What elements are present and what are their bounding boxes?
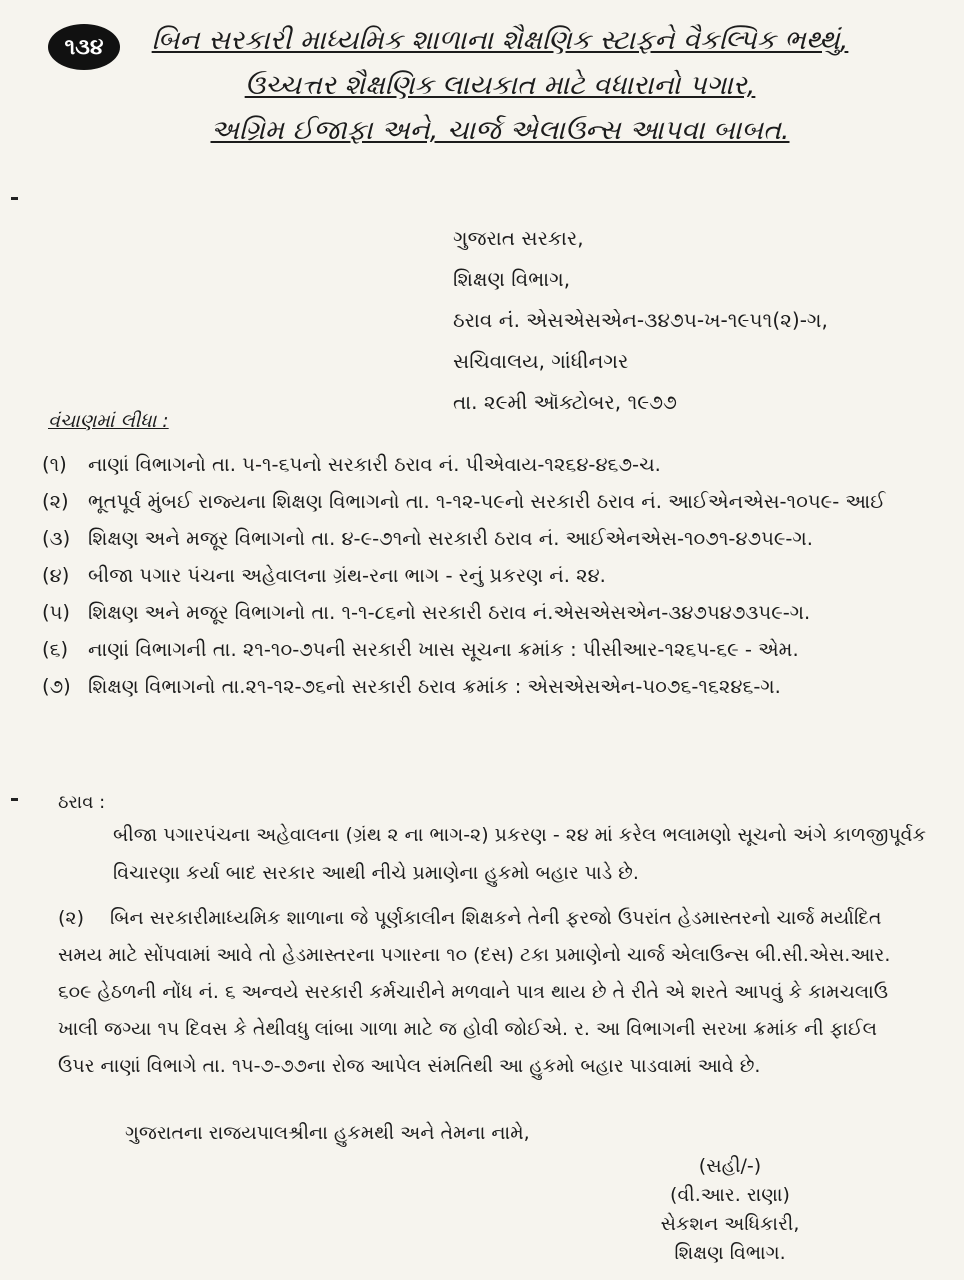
reference-number: (૬)	[42, 638, 69, 661]
reference-number: (૫)	[42, 601, 71, 624]
resolution-paragraph-1: બીજા પગારપંચના અહેવાલના (ગ્રંથ ૨ ના ભાગ-૨) પ્રકરણ - ૨૪ માં કરેલ ભલામણો સૂચનો અંગે કાળજીપૂર્વક વિચારણા કર્યા બાદ સરકાર આથી નીચે પ્રમાણેના હુકમો બહાર પાડે છે.	[113, 824, 926, 884]
reference-text: નાણાં વિભાગની તા. ૨૧-૧૦-૭૫ની સરકારી ખાસ સૂચના ક્રમાંક : પીસીઆર-૧૨૬૫-૬૯ - એમ.	[88, 638, 799, 661]
reference-item	[42, 557, 932, 594]
reference-text: શિક્ષણ અને મજૂર વિભાગનો તા. ૧-૧-૮૬નો સરકારી ઠરાવ નં.એસએસએન-૩૪૭૫૪૭૩૫૯-ગ.	[88, 601, 811, 624]
circular-number-badge: ૧૩૪	[48, 24, 120, 70]
issuer-address-block	[453, 218, 828, 423]
reference-item	[42, 668, 932, 705]
address-line-4: સચિવાલય, ગાંધીનગર	[453, 349, 629, 373]
title-line-1: બિન સરકારી માધ્યમિક શાળાના શૈક્ષણિક સ્ટાફને વૈકલ્પિક ભથ્થું,	[151, 25, 849, 56]
reference-number: (૧)	[42, 453, 67, 476]
reference-number: (૨)	[42, 490, 69, 513]
document-title	[130, 18, 870, 153]
signature-line-4: શિક્ષણ વિભાગ.	[674, 1242, 786, 1264]
reference-text: બીજા પગાર પંચના અહેવાલના ગ્રંથ-રના ભાગ - રનું પ્રકરણ નં. ૨૪.	[88, 564, 606, 587]
reference-item	[42, 483, 932, 520]
closing-line: ગુજરાતના રાજયપાલશ્રીના હુકમથી અને તેમના નામે,	[125, 1122, 530, 1144]
signature-block	[600, 1152, 860, 1268]
title-line-2: ઉચ્ચત્તર શૈક્ષણિક લાયકાત માટે વધારાનો પગાર,	[244, 70, 756, 101]
reference-text: શિક્ષણ અને મજૂર વિભાગનો તા. ૪-૯-૭૧નો સરકારી ઠરાવ નં. આઈએનએસ-૧૦૭૧-૪૭૫૯-ગ.	[88, 527, 813, 550]
reference-number: (૭)	[42, 675, 71, 698]
margin-mark	[11, 197, 18, 200]
references-list	[42, 446, 932, 705]
reference-text: ભૂતપૂર્વ મુંબઈ રાજ્યના શિક્ષણ વિભાગનો તા. ૧-૧૨-૫૯નો સરકારી ઠરાવ નં. આઈએનએસ-૧૦૫૯- આઈ	[88, 490, 886, 513]
paragraph-2-text: બિન સરકારીમાધ્યમિક શાળાના જે પૂર્ણકાલીન શિક્ષકને તેની ફરજો ઉપરાંત હેડમાસ્તરનો ચાર્જ મર્યાદિત સમય માટે સોંપવામાં આવે તો હેડમાસ્તરના પગારના ૧૦ (દસ) ટકા પ્રમાણેનો ચાર્જ એલાઉન્સ બી.સી.એસ.આર. ૬૦૯ હેઠળની નોંધ નં. ૬ અન્વયે સરકારી કર્મચારીને મળવાને પાત્ર થાય છે તે રીતે એ શરતે આપવું કે કામચલાઉ ખાલી જગ્યા ૧૫ દિવસ કે તેથીવધુ લાંબા ગાળા માટે જ હોવી જોઈએ. ર. આ વિભાગની સરખા ક્રમાંક ની ફાઈલ ઉપર નાણાં વિભાગે તા. ૧૫-૭-૭૭ના રોજ આપેલ સંમતિથી આ હુકમો બહાર પાડવામાં આવે છે.	[58, 907, 891, 1077]
reference-item	[42, 520, 932, 557]
reference-item	[42, 446, 932, 483]
address-line-5: તા. ૨૯મી ઑક્ટોબર, ૧૯૭૭	[453, 390, 677, 414]
resolution-heading: ઠરાવ :	[58, 792, 106, 813]
title-line-3: અગ્રિમ ઈજાફા અને, ચાર્જ એલાઉન્સ આપવા બાબત.	[210, 115, 790, 146]
address-line-3: ઠરાવ નં. એસએસએન-૩૪૭૫-ખ-૧૯૫૧(૨)-ગ,	[453, 308, 828, 332]
address-line-1: ગુજરાત સરકાર,	[453, 226, 584, 250]
signature-line-2: (વી.આર. રાણા)	[670, 1184, 790, 1206]
resolution-paragraph-2	[58, 900, 918, 1085]
signature-line-1: (સહી/-)	[698, 1155, 762, 1177]
reference-item	[42, 594, 932, 631]
reference-number: (૩)	[42, 527, 71, 550]
paragraph-number: (૨)	[58, 907, 84, 929]
signature-line-3: સેકશન અધિકારી,	[660, 1213, 800, 1235]
reference-number: (૪)	[42, 564, 70, 587]
reference-item	[42, 631, 932, 668]
margin-mark	[11, 798, 18, 801]
reference-text: શિક્ષણ વિભાગનો તા.૨૧-૧૨-૭૬નો સરકારી ઠરાવ ક્રમાંક : એસએસએન-૫૦૭૬-૧૬૨૪૬-ગ.	[88, 675, 781, 698]
address-line-2: શિક્ષણ વિભાગ,	[453, 267, 571, 291]
read-heading: વંચાણમાં લીધા :	[48, 410, 169, 432]
reference-text: નાણાં વિભાગનો તા. ૫-૧-૬૫નો સરકારી ઠરાવ નં. પીએવાય-૧૨૬૪-૪૬૭-ચ.	[88, 453, 661, 476]
